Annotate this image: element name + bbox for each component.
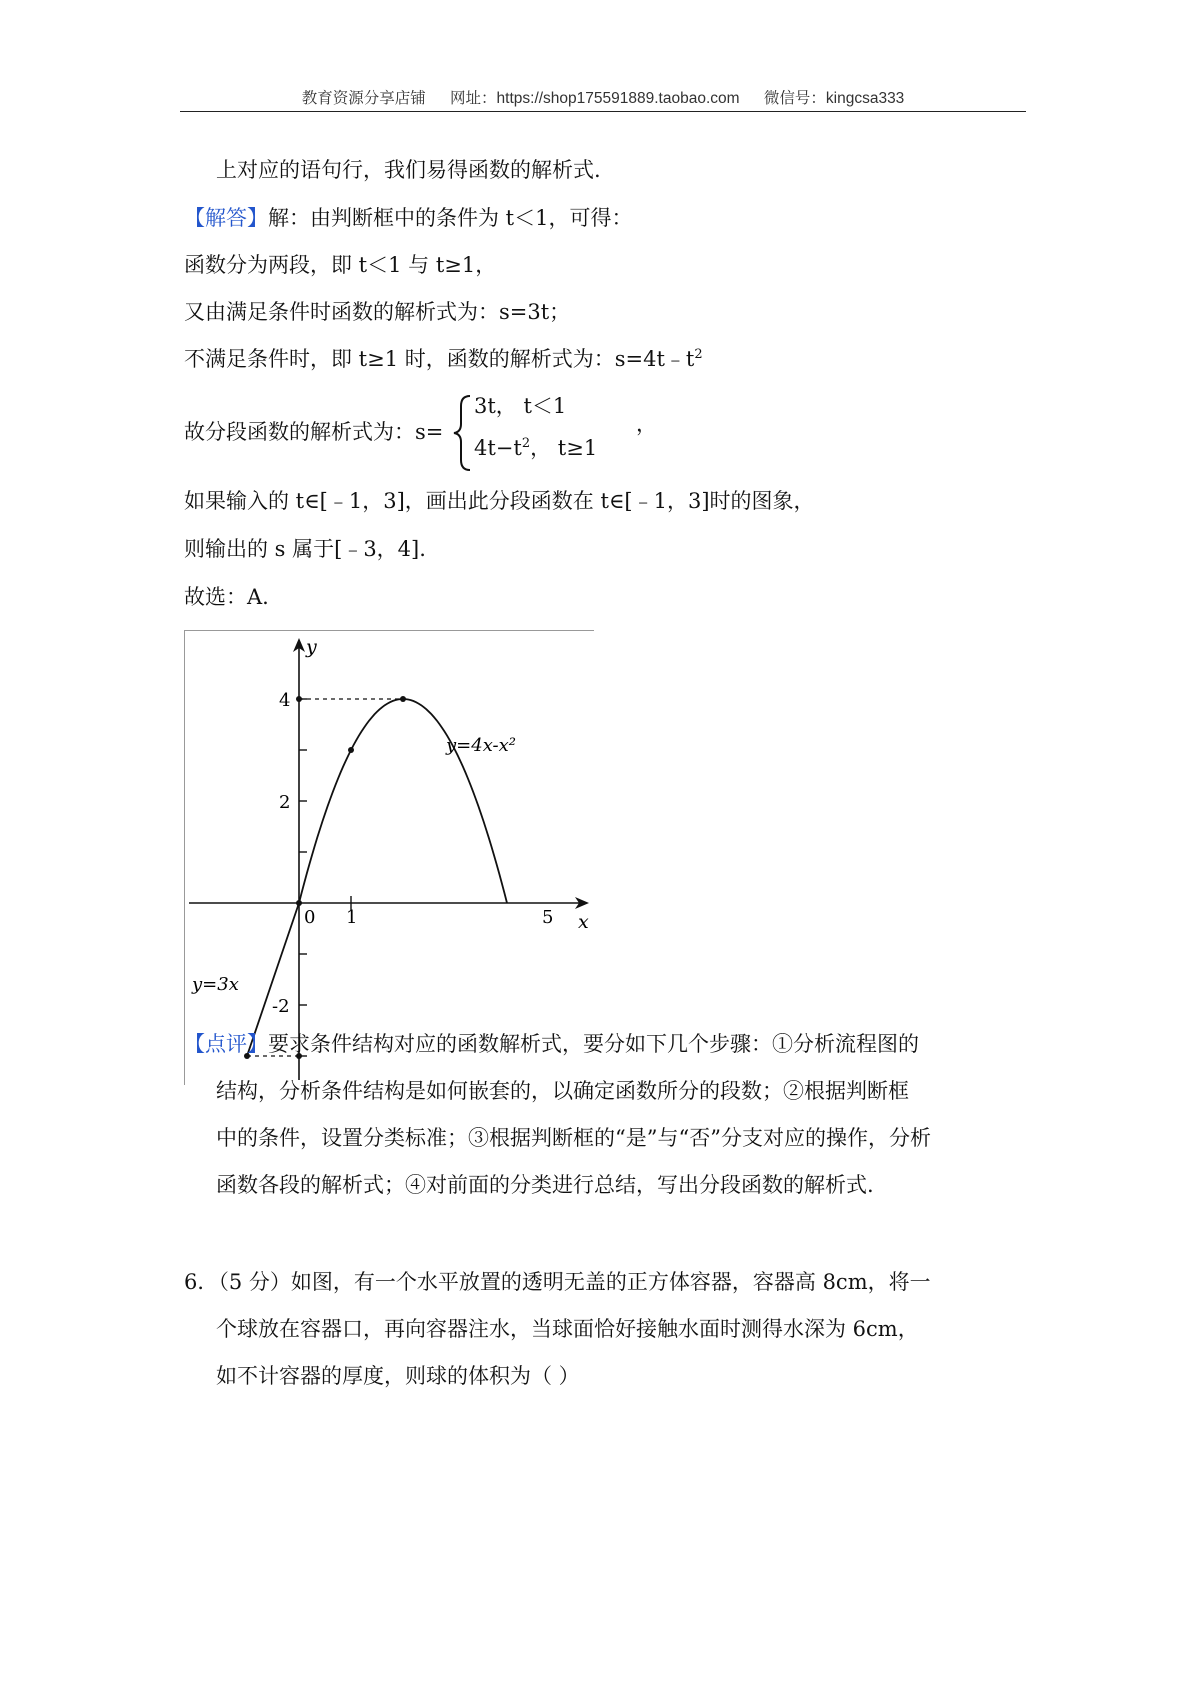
question-line-1: 6．（5 分）如图，有一个水平放置的透明无盖的正方体容器，容器高 8cm，将一	[184, 1270, 931, 1294]
question-line-2: 个球放在容器口，再向容器注水，当球面恰好接触水面时测得水深为 6cm，	[216, 1317, 919, 1341]
marked-point-1	[296, 900, 302, 906]
header-wechat	[764, 90, 904, 107]
marked-points	[244, 696, 406, 1059]
comment-line-4: 函数各段的解析式；④对前面的分类进行总结，写出分段函数的解析式.	[216, 1173, 874, 1197]
curve-parabola	[299, 699, 507, 903]
text-line-8: 则输出的 s 属于[﹣3，4].	[184, 537, 426, 561]
x-tick-label-1: 1	[346, 907, 358, 928]
header-wechat-id: kingcsa333	[825, 90, 905, 107]
piecewise-case-2	[474, 434, 597, 462]
question-line-3: 如不计容器的厚度，则球的体积为（ ）	[216, 1364, 580, 1388]
line-label: y=3x	[192, 974, 239, 995]
y-tick-label-2: 2	[279, 792, 291, 813]
y-ticks	[272, 690, 307, 1056]
parabola-label: y=4x-x²	[446, 735, 516, 756]
comment-tag: 【点评】	[184, 1032, 268, 1056]
header-site-url: https://shop175591889.taobao.com	[496, 90, 740, 107]
piecewise-case-2-main: 4t−t	[474, 436, 522, 460]
piecewise-case-2-sup: 2	[521, 436, 531, 451]
marked-point-2	[348, 747, 354, 753]
answer-text: 解：由判断框中的条件为 t＜1，可得：	[268, 206, 633, 230]
header-site-label: 网址：	[450, 90, 497, 107]
left-brace-icon	[452, 394, 474, 472]
comment-text-1: 要求条件结构对应的函数解析式，要分如下几个步骤：①分析流程图的	[268, 1032, 919, 1056]
text-line-5-sup: 2	[694, 347, 703, 362]
function-graph	[184, 630, 594, 1085]
y-tick-label-m2: -2	[272, 996, 290, 1017]
text-line-7: 如果输入的 t∈[﹣1，3]，画出此分段函数在 t∈[﹣1，3]时的图象，	[184, 489, 815, 513]
page-header	[180, 86, 1026, 112]
comment-line-2: 结构，分析条件结构是如何嵌套的，以确定函数所分的段数；②根据判断框	[216, 1079, 909, 1103]
header-site	[450, 90, 740, 107]
text-line-1: 上对应的语句行，我们易得函数的解析式.	[216, 158, 601, 182]
answer-tag: 【解答】	[184, 206, 268, 230]
text-line-9: 故选：A.	[184, 585, 269, 609]
x-tick-label-5: 5	[542, 907, 554, 928]
text-line-5	[184, 345, 703, 373]
origin-label: 0	[304, 907, 316, 928]
comment-line-3: 中的条件，设置分类标准；③根据判断框的“是”与“否”分支对应的操作，分析	[216, 1126, 931, 1150]
piecewise-formula	[184, 392, 884, 472]
text-line-3: 函数分为两段，即 t＜1 与 t≥1，	[184, 253, 497, 277]
text-line-5-main: 不满足条件时，即 t≥1 时，函数的解析式为：s=4t﹣t	[184, 347, 695, 371]
answer-line	[184, 204, 632, 232]
piecewise-lead: 故分段函数的解析式为：s=	[184, 420, 444, 444]
marked-point-5	[296, 696, 302, 702]
x-ticks	[346, 896, 553, 928]
header-rule	[180, 111, 1026, 112]
y-axis-label: y	[306, 636, 317, 658]
piecewise-comma: ，	[636, 412, 657, 436]
piecewise-case-1: 3t， t＜1	[474, 394, 567, 418]
header-wechat-label: 微信号：	[763, 90, 826, 107]
comment-line-1	[184, 1030, 919, 1058]
y-tick-label-4: 4	[279, 690, 291, 711]
x-axis-label: x	[578, 911, 589, 933]
header-shop: 教育资源分享店铺	[301, 90, 426, 107]
marked-point-3	[400, 696, 406, 702]
text-line-4: 又由满足条件时函数的解析式为：s=3t；	[184, 300, 571, 324]
piecewise-case-2-tail: ， t≥1	[530, 436, 598, 460]
